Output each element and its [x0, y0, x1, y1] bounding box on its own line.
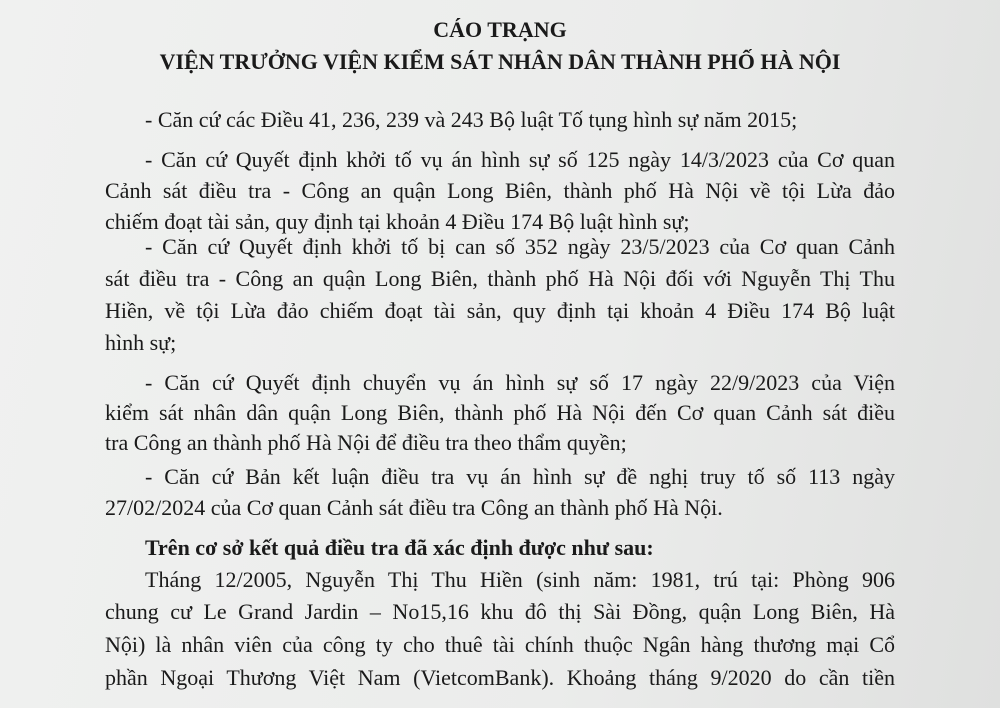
text-line: tra Công an thành phố Hà Nội để điều tra theo thẩm quyền; — [105, 430, 627, 455]
text-line: chiếm đoạt tài sản, quy định tại khoản 4 Điều 174 Bộ luật hình sự; — [105, 209, 690, 234]
text-line: hình sự; — [105, 330, 177, 355]
text-line: - Căn cứ Quyết định khởi tố vụ án hình sự số 125 ngày 14/3/2023 của Cơ quan — [145, 147, 895, 172]
text-line: phần Ngoại Thương Việt Nam (VietcomBank). Khoảng tháng 9/2020 do cần tiền — [105, 665, 895, 690]
section-heading: Trên cơ sở kết quả điều tra đã xác định được như sau: — [145, 535, 654, 560]
text-line: chung cư Le Grand Jardin – No15,16 khu đô thị Sài Đồng, quận Long Biên, Hà — [105, 599, 895, 624]
text-line: Nội) là nhân viên của công ty cho thuê tài chính thuộc Ngân hàng thương mại Cổ — [105, 632, 895, 657]
text-line: sát điều tra - Công an quận Long Biên, thành phố Hà Nội đối với Nguyễn Thị Thu — [105, 266, 895, 291]
text-line: - Căn cứ Quyết định khởi tố bị can số 352 ngày 23/5/2023 của Cơ quan Cảnh — [145, 234, 895, 259]
text-line: Cảnh sát điều tra - Công an quận Long Biên, thành phố Hà Nội về tội Lừa đảo — [105, 178, 895, 203]
document-title: CÁO TRẠNG — [433, 17, 567, 42]
text-line: Hiền, về tội Lừa đảo chiếm đoạt tài sản, quy định tại khoản 4 Điều 174 Bộ luật — [105, 298, 895, 323]
text-line: kiểm sát nhân dân quận Long Biên, thành phố Hà Nội đến Cơ quan Cảnh sát điều — [105, 400, 895, 425]
text-line: 27/02/2024 của Cơ quan Cảnh sát điều tra Công an thành phố Hà Nội. — [105, 495, 723, 520]
text-line: Tháng 12/2005, Nguyễn Thị Thu Hiền (sinh năm: 1981, trú tại: Phòng 906 — [145, 567, 895, 592]
text-line: - Căn cứ Bản kết luận điều tra vụ án hình sự đề nghị truy tố số 113 ngày — [145, 464, 895, 489]
document-subtitle: VIỆN TRƯỞNG VIỆN KIỂM SÁT NHÂN DÂN THÀNH PHỐ HÀ NỘI — [159, 49, 841, 74]
text-line: - Căn cứ các Điều 41, 236, 239 và 243 Bộ luật Tố tụng hình sự năm 2015; — [145, 107, 798, 132]
text-line: - Căn cứ Quyết định chuyển vụ án hình sự số 17 ngày 22/9/2023 của Viện — [145, 370, 895, 395]
